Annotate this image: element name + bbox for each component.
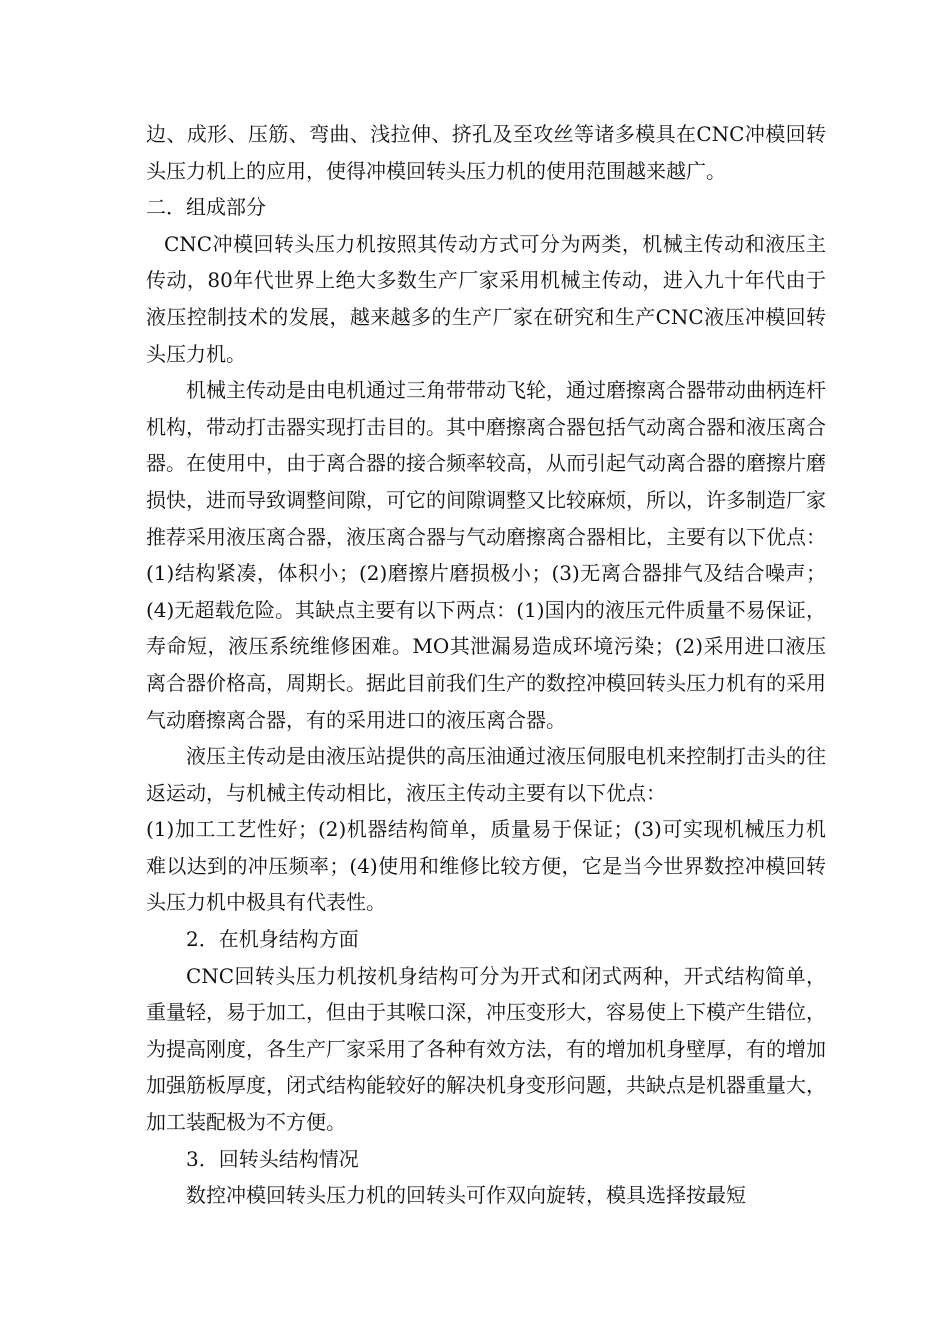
paragraph-hydraulic-drive: 液压主传动是由液压站提供的高压油通过液压伺服电机来控制打击头的往返运动，与机械主传动相比，液压主传动主要有以下优点： — [146, 744, 826, 805]
paragraph-drive-types: CNC冲模回转头压力机按照其传动方式可分为两类，机械主传动和液压主传动，80年代世界上绝大多数生产厂家采用机械主传动，进入九十年代由于液压控制技术的发展，越来越多的生产厂家在研究和生产CNC液压冲模回转头压力机。 — [146, 231, 826, 366]
paragraph-frame-structure: CNC回转头压力机按机身结构可分为开式和闭式两种，开式结构简单，重量轻，易于加工，但由于其喉口深，冲压变形大，容易使上下模产生错位，为提高刚度，各生产厂家采用了各种有效方法，有的增加机身壁厚，有的增加加强筋板厚度，闭式结构能较好的解决机身变形问题，共缺点是机器重量大，加工装配极为不方便。 — [146, 963, 826, 1135]
paragraph-mechanical-drive: 机械主传动是由电机通过三角带带动飞轮，通过磨擦离合器带动曲柄连杆机构，带动打击器实现打击目的。其中磨擦离合器包括气动离合器和液压离合器。在使用中，由于离合器的接合频率较高，从而引起气动离合器的磨擦片磨损快，进而导致调整间隙，可它的间隙调整又比较麻烦，所以，许多制造厂家推荐采用液压离合器，液压离合器与气动磨擦离合器相比，主要有以下优点：(1)结构紧凑，体积小；(2)磨擦片磨损极小；(3)无离合器排气及结合噪声；(4)无超载危险。其缺点主要有以下两点：(1)国内的液压元件质量不易保证，寿命短，液压系统维修困难。MO其泄漏易造成环境污染；(2)采用进口液压离合器价格高，周期长。据此目前我们生产的数控冲模回转头压力机有的采用气动磨擦离合器，有的采用进口的液压离合器。 — [146, 378, 826, 732]
sub-heading-turret-structure: 3．回转头结构情况 — [186, 1146, 359, 1171]
paragraph-turret-structure: 数控冲模回转头压力机的回转头可作双向旋转，模具选择按最短 — [186, 1183, 746, 1208]
paragraph-hydraulic-advantages: (1)加工工艺性好；(2)机器结构简单，质量易于保证；(3)可实现机械压力机难以达到的冲压频率；(4)使用和维修比较方便，它是当今世界数控冲模回转头压力机中极具有代表性。 — [146, 817, 826, 915]
section-heading-composition: 二．组成部分 — [146, 195, 266, 220]
paragraph-continuation: 边、成形、压筋、弯曲、浅拉伸、挤孔及至攻丝等诸多模具在CNC冲模回转头压力机上的应用，使得冲模回转头压力机的使用范围越来越广。 — [146, 122, 826, 183]
sub-heading-frame-structure: 2．在机身结构方面 — [186, 927, 359, 952]
document-page — [146, 116, 826, 1214]
